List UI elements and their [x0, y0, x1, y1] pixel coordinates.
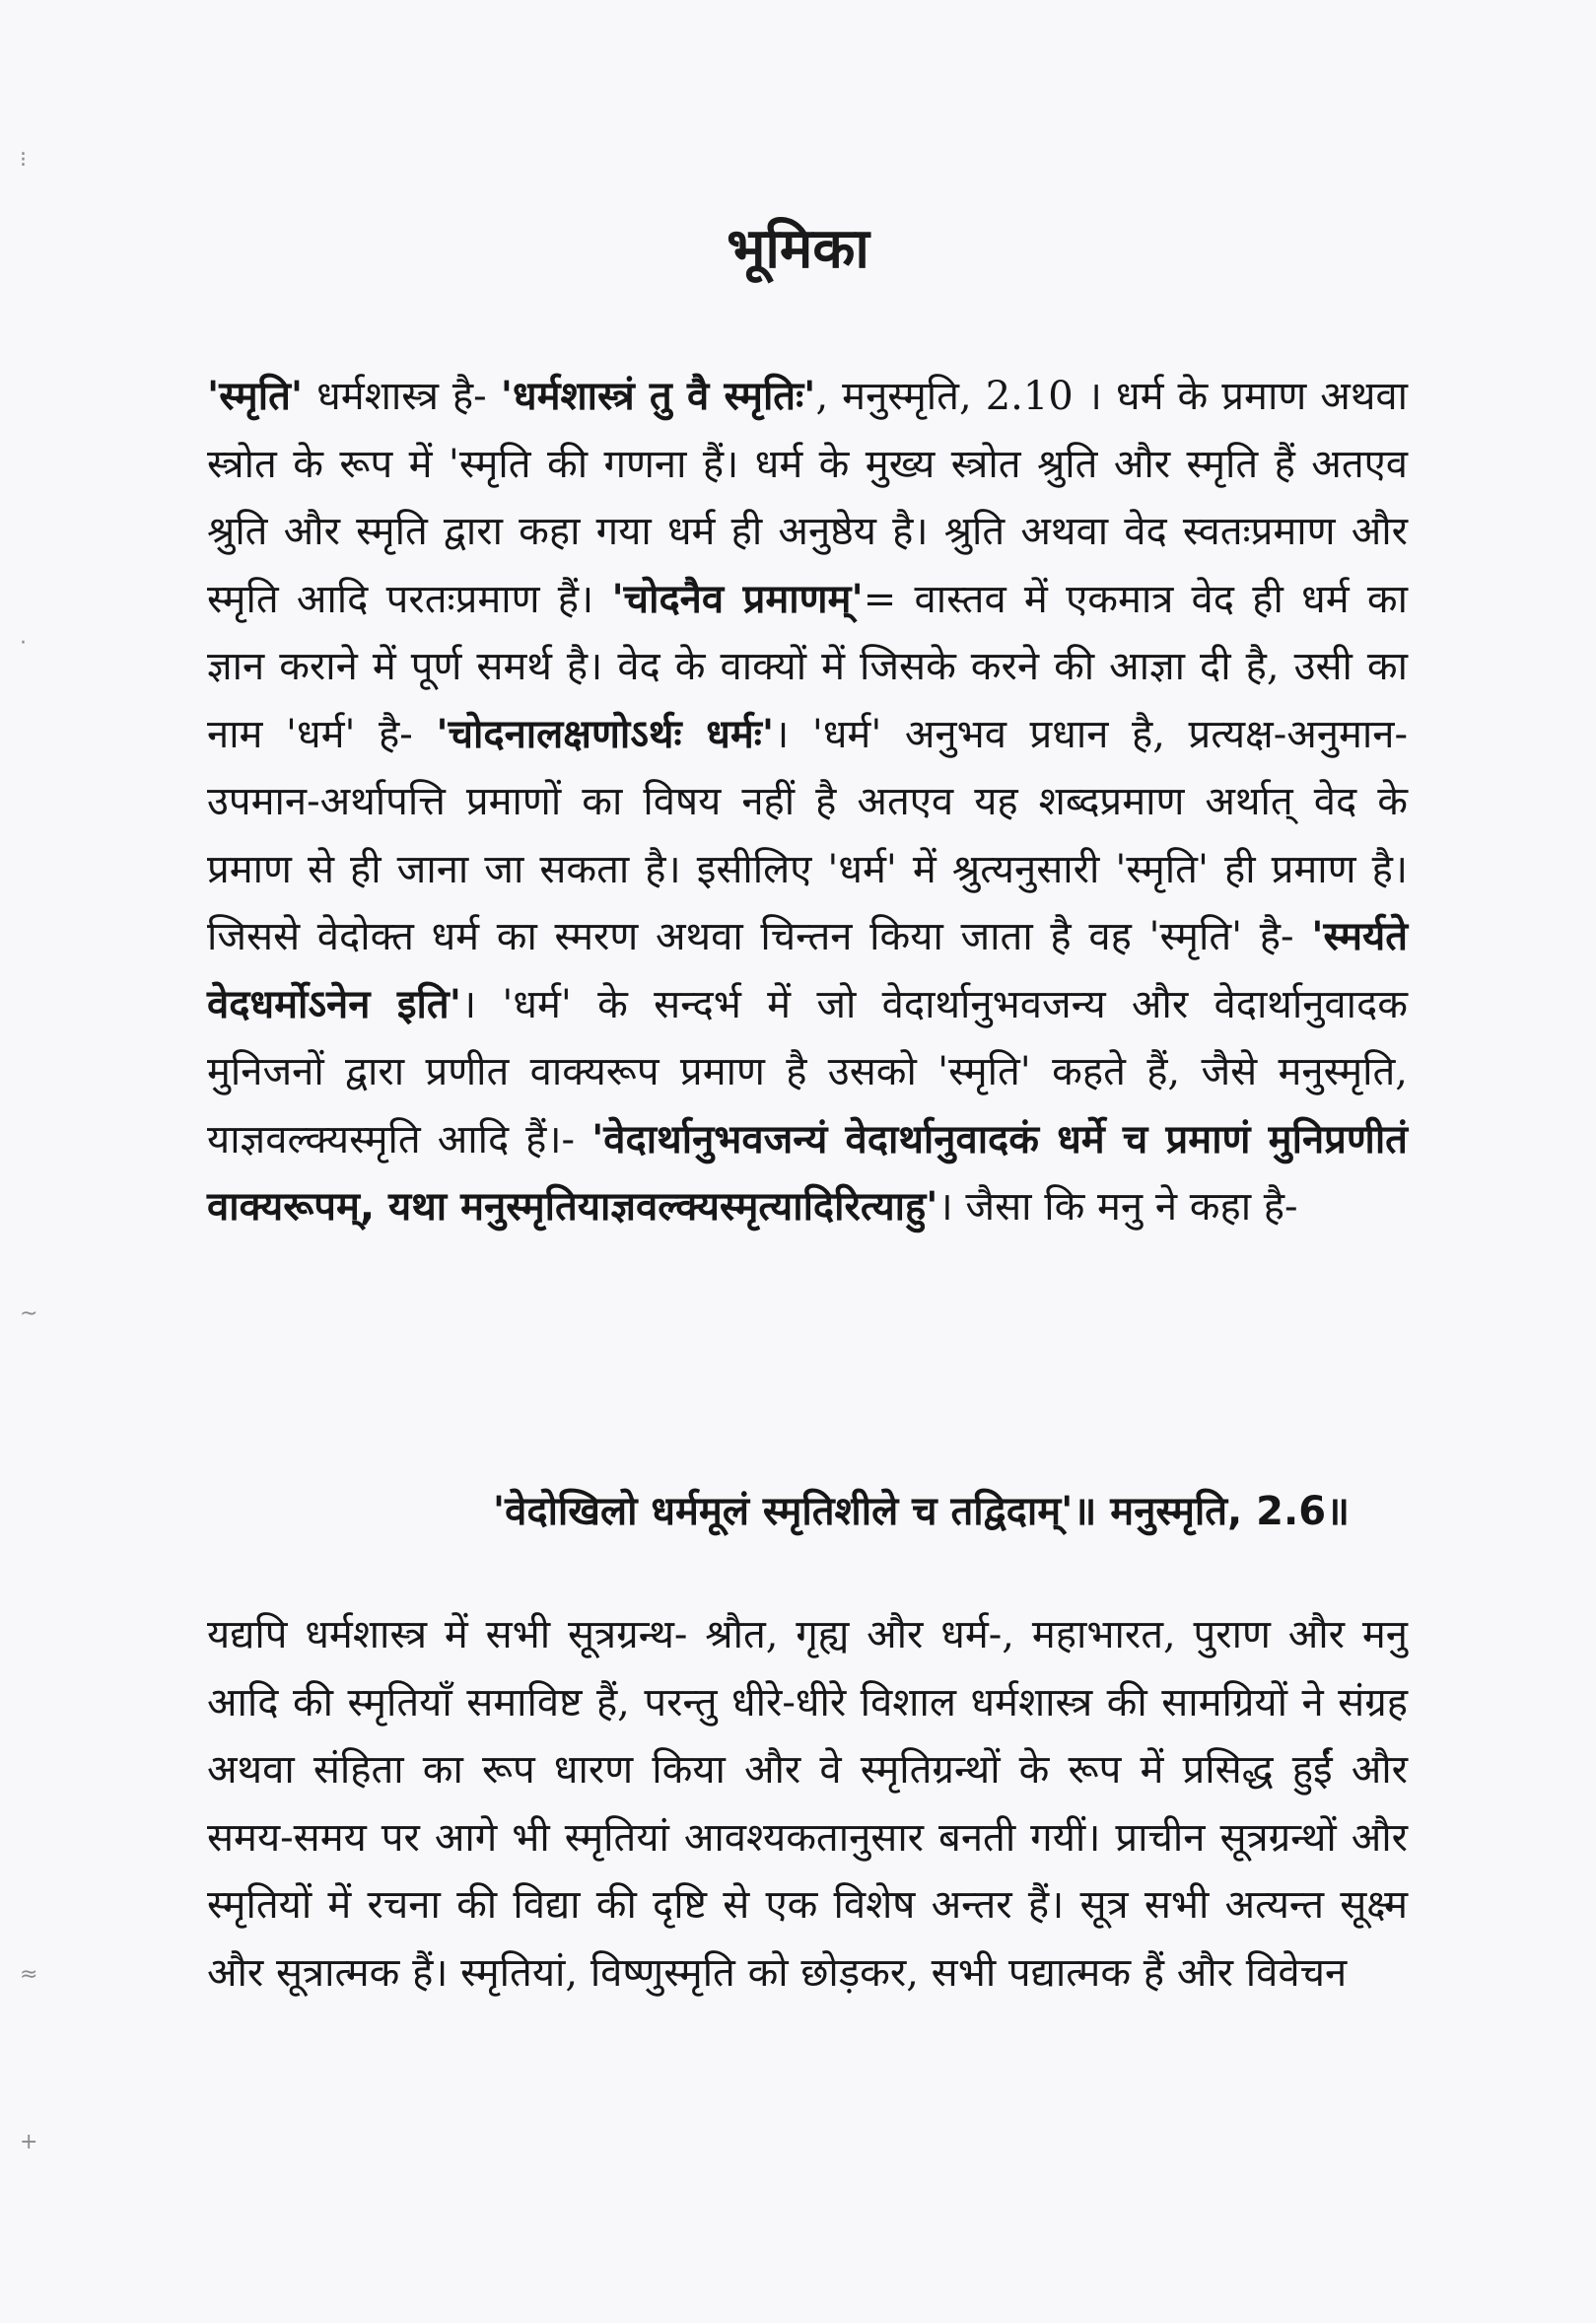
scan-margin-mark: ≈ — [20, 1962, 38, 1987]
bold-quote: 'चोदनालक्षणोऽर्थः धर्मः' — [436, 711, 775, 757]
bold-quote: 'वेदार्थानुभवजन्यं वेदार्थानुवादकं धर्मे च प्रमाणं मुनिप्रणीतं वाक्यरूपम्, यथा मनुस्मृतियाज्ञवल्क्यस्मृत्यादिरित्याहु' — [207, 1116, 1408, 1230]
scan-margin-mark: + — [20, 2130, 38, 2154]
bold-term: 'स्मृति' — [207, 374, 304, 419]
paragraph-text: । 'धर्म' अनुभव प्रधान है, प्रत्यक्ष-अनुमान-उपमान-अर्थापत्ति प्रमाणों का विषय नहीं है अतएव यह शब्दप्रमाण अर्थात् वेद के प्रमाण से ही जाना जा सकता है। इसीलिए 'धर्म' में श्रुत्यनुसारी 'स्मृति' ही प्रमाण है। जिससे वेदोक्त धर्म का स्मरण अथवा चिन्तन किया जाता है वह 'स्मृति' है- — [207, 711, 1408, 959]
paragraph-1 — [207, 363, 1408, 1241]
paragraph-text: = वास्तव में एकमात्र वेद ही धर्म का ज्ञान कराने में पूर्ण समर्थ है। वेद के वाक्यों में जिसके करने की आज्ञा दी है, उसी का नाम 'धर्म' है- — [207, 576, 1408, 757]
paragraph-text: यद्यपि धर्मशास्त्र में सभी सूत्रग्रन्थ- श्रौत, गृह्य और धर्म-, महाभारत, पुराण और मनु आदि की स्मृतियाँ समाविष्ट हैं, परन्तु धीरे-धीरे विशाल धर्मशास्त्र की सामग्रियों ने संग्रह अथवा संहिता का रूप धारण किया और वे स्मृतिग्रन्थों के रूप में प्रसिद्ध हुईं और समय-समय पर आगे भी स्मृतियां आवश्यकतानुसार बनती गयीं। प्राचीन सूत्रग्रन्थों और स्मृतियों में रचना की विद्या की दृष्टि से एक विशेष अन्तर हैं। सूत्र सभी अत्यन्त सूक्ष्म और सूत्रात्मक हैं। स्मृतियां, विष्णुस्मृति को छोड़कर, सभी पद्यात्मक हैं और विवेचन — [207, 1612, 1408, 1996]
paragraph-text: धर्मशास्त्र है- — [303, 374, 501, 419]
scan-margin-mark: ⁝ — [20, 148, 27, 173]
paragraph-text: । जैसा कि मनु ने कहा है- — [937, 1184, 1298, 1230]
verse-quote: 'वेदोखिलो धर्ममूलं स्मृतिशीले च तद्विदाम्'॥ मनुस्मृति, 2.6॥ — [492, 1489, 1350, 1534]
scan-margin-mark: · — [20, 631, 27, 656]
page-title: भूमिका — [727, 217, 869, 281]
bold-quote: 'धर्मशास्त्रं तु वै स्मृतिः' — [500, 374, 816, 419]
bold-quote: 'चोदनैव प्रमाणम्' — [611, 576, 864, 622]
paragraph-2 — [207, 1601, 1408, 2006]
scan-margin-mark: ~ — [20, 1302, 38, 1326]
paragraph-text: । 'धर्म' के सन्दर्भ में जो वेदार्थानुभवजन्य और वेदार्थानुवादक मुनिजनों द्वारा प्रणीत वाक्यरूप प्रमाण है उसको 'स्मृति' कहते हैं, जैसे मनुस्मृति, याज्ञवल्क्यस्मृति आदि हैं।- — [207, 981, 1408, 1162]
bold-quote: 'स्मर्यते वेदधर्मोऽनेन इति' — [207, 914, 1408, 1027]
paragraph-text: , मनुस्मृति, 2.10 । धर्म के प्रमाण अथवा स्त्रोत के रूप में 'स्मृति की गणना हैं। धर्म के मुख्य स्त्रोत श्रुति और स्मृति हैं अतएव श्रुति और स्मृति द्वारा कहा गया धर्म ही अनुष्ठेय है। श्रुति अथवा वेद स्वतःप्रमाण और स्मृति आदि परतःप्रमाण हैं। — [207, 374, 1409, 622]
